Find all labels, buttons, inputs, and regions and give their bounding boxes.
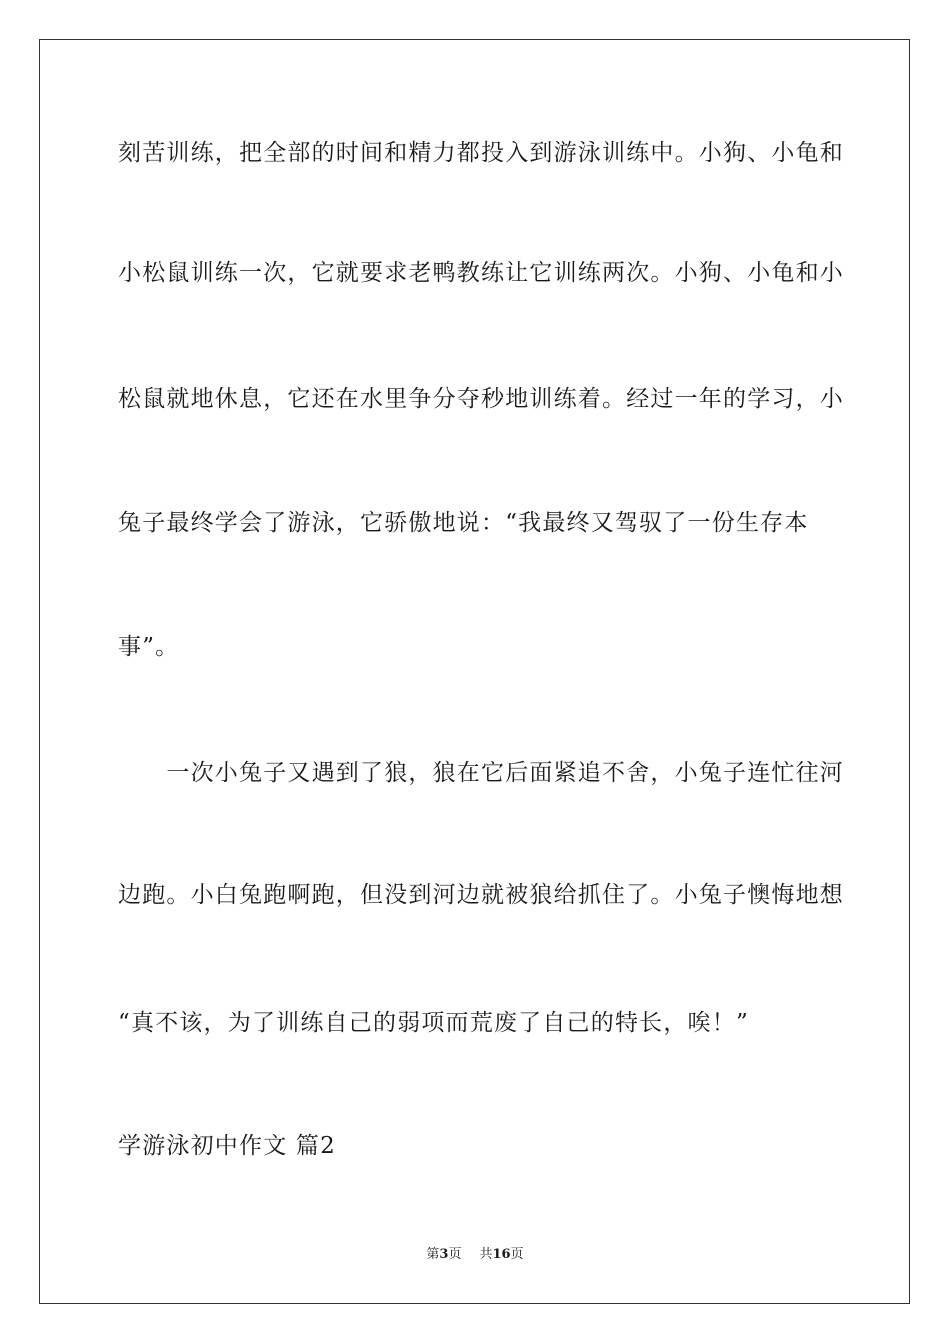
total-pages: 16: [492, 1247, 511, 1262]
section-heading: 学游泳初中作文 篇2: [118, 1133, 336, 1159]
paragraph-line-1: 刻苦训练，把全部的时间和精力都投入到游泳训练中。小狗、小龟和: [118, 140, 844, 166]
page-prefix: 第: [426, 1247, 440, 1262]
total-suffix: 页: [510, 1247, 524, 1262]
page-suffix: 页: [448, 1247, 462, 1262]
total-prefix: 共: [479, 1247, 493, 1262]
paragraph-line-4: 兔子最终学会了游泳，它骄傲地说：“我最终又驾驭了一份生存本: [118, 510, 809, 536]
page-border: [39, 39, 910, 1304]
paragraph-line-2: 小松鼠训练一次，它就要求老鸭教练让它训练两次。小狗、小龟和小: [118, 260, 844, 286]
paragraph-line-3: 松鼠就地休息，它还在水里争分夺秒地训练着。经过一年的学习，小: [118, 386, 844, 412]
paragraph-line-5: 事”。: [118, 634, 180, 660]
paragraph-line-7: 边跑。小白兔跑啊跑，但没到河边就被狼给抓住了。小兔子懊悔地想: [118, 882, 844, 908]
paragraph-line-8: “真不该，为了训练自己的弱项而荒废了自己的特长，唉！”: [118, 1010, 749, 1036]
page-footer: [0, 1246, 950, 1264]
paragraph-line-6: 一次小兔子又遇到了狼，狼在它后面紧追不舍，小兔子连忙往河: [118, 760, 844, 786]
page-number: 3: [439, 1247, 449, 1262]
